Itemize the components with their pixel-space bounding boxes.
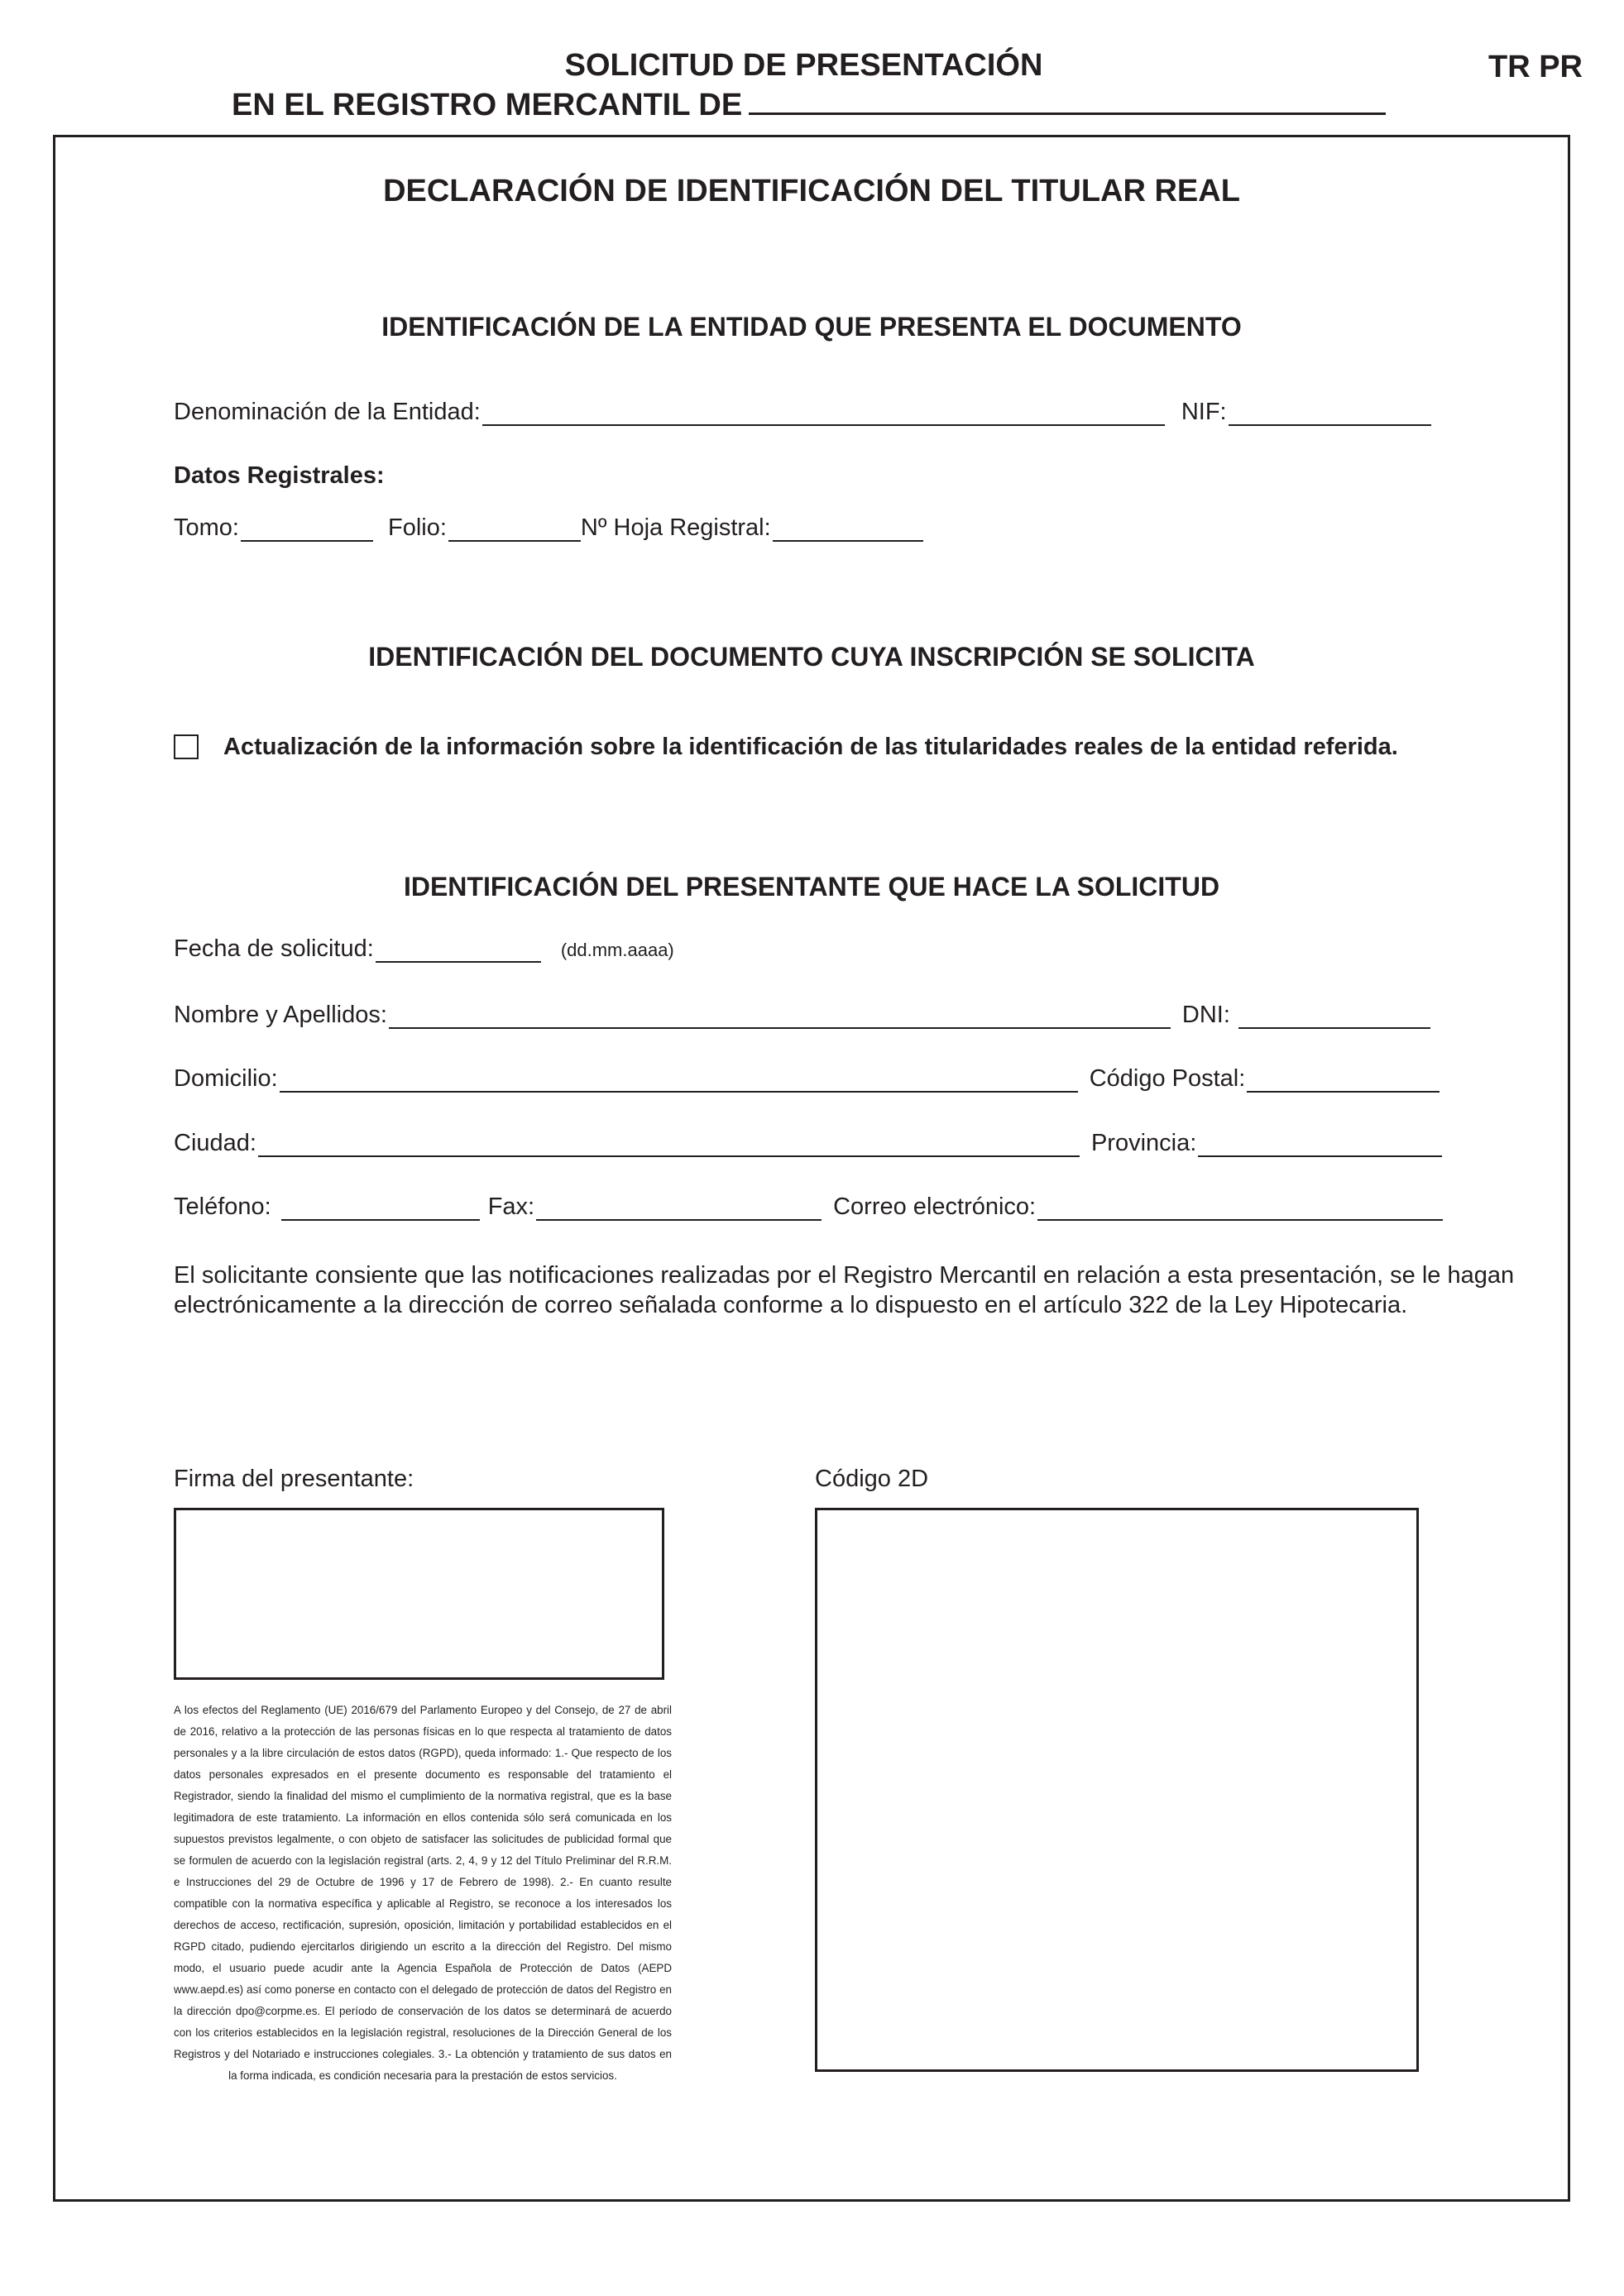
fax-label: Fax: <box>487 1193 535 1220</box>
hoja-field[interactable] <box>773 517 923 542</box>
entity-name-label: Denominación de la Entidad: <box>174 399 481 425</box>
date-label: Fecha de solicitud: <box>174 935 374 962</box>
registry-data-label: Datos Registrales: <box>174 462 385 489</box>
signature-label: Firma del presentante: <box>174 1466 414 1492</box>
form-code: TR PR <box>1488 50 1583 84</box>
dni-label: DNI: <box>1181 1002 1230 1028</box>
nif-field[interactable] <box>1229 401 1431 426</box>
nif-label: NIF: <box>1181 399 1227 425</box>
tomo-field[interactable] <box>241 517 373 542</box>
hoja-label: Nº Hoja Registral: <box>580 514 771 541</box>
phone-label: Teléfono: <box>174 1193 271 1220</box>
entity-name-field[interactable] <box>482 401 1165 426</box>
province-label: Provincia: <box>1090 1130 1197 1156</box>
date-row <box>174 935 674 963</box>
registry-data-row <box>174 514 923 542</box>
date-field[interactable] <box>376 938 541 963</box>
city-label: Ciudad: <box>174 1130 256 1156</box>
presenter-section-heading: IDENTIFICACIÓN DEL PRESENTANTE QUE HACE LA SOLICITUD <box>403 872 1220 902</box>
province-field[interactable] <box>1198 1132 1442 1157</box>
folio-label: Folio: <box>387 514 447 541</box>
email-field[interactable] <box>1037 1196 1443 1221</box>
fax-field[interactable] <box>536 1196 822 1221</box>
postal-code-label: Código Postal: <box>1089 1065 1246 1092</box>
postal-code-field[interactable] <box>1247 1068 1440 1093</box>
address-label: Domicilio: <box>174 1065 278 1092</box>
presenter-name-field[interactable] <box>389 1004 1171 1029</box>
dni-field[interactable] <box>1238 1004 1430 1029</box>
document-section-heading: IDENTIFICACIÓN DEL DOCUMENTO CUYA INSCRIPCIÓN SE SOLICITA <box>368 642 1255 672</box>
email-label: Correo electrónico: <box>833 1193 1037 1220</box>
folio-field[interactable] <box>448 517 581 542</box>
tomo-label: Tomo: <box>174 514 239 541</box>
data-protection-notice: A los efectos del Reglamento (UE) 2016/679 del Parlamento Europeo y del Consejo, de 27 de abril de 2016, relativo a la protección de las personas físicas en lo que respecta al tratamiento de datos personales y a la libre circulación de estos datos (RGPD), queda informado: 1.- Que respecto de los datos personales expresados en el presente documento es responsable del tratamiento el Registrador, siendo la finalidad del mismo el cumplimiento de la normativa registral, que es la base legitimadora de este tratamiento. La información en ellos contenida sólo será comunicada en los supuestos previstos legalmente, o con objeto de satisfacer las solicitudes de publicidad formal que se formulen de acuerdo con la legislación registral (arts. 2, 4, 9 y 12 del Título Preliminar del R.R.M. e Instrucciones del 29 de Octubre de 1996 y 17 de Febrero de 1998). 2.- En cuanto resulte compatible con la normativa específica y aplicable al Registro, se reconoce a los interesados los derechos de acceso, rectificación, supresión, oposición, limitación y portabilidad establecidos en el RGPD citado, pudiendo ejercitarlos dirigiendo un escrito a la dirección del Registro. Del mismo modo, el usuario puede acudir ante la Agencia Española de Protección de Datos (AEPD www.aepd.es) así como ponerse en contacto con el delegado de protección de datos del Registro en la dirección dpo@corpme.es. El período de conservación de los datos se determinará de acuerdo con los criterios establecidos en la legislación registral, resoluciones de la Dirección General de los Registros y del Notariado e instrucciones colegiales. 3.- La obtención y tratamiento de sus datos en la forma indicada, es condición necesaria para la prestación de estos servicios. <box>174 1704 672 2082</box>
entity-section-heading: IDENTIFICACIÓN DE LA ENTIDAD QUE PRESENTA EL DOCUMENTO <box>381 312 1242 342</box>
address-field[interactable] <box>280 1068 1078 1093</box>
presenter-name-label: Nombre y Apellidos: <box>174 1002 387 1028</box>
update-checkbox[interactable] <box>174 734 199 759</box>
entity-name-row <box>174 399 1431 426</box>
header-line-2 <box>232 84 1386 123</box>
update-checkbox-label: Actualización de la información sobre la identificación de las titularidades reales de la entidad referida. <box>223 734 1398 760</box>
header-line-1: SOLICITUD DE PRESENTACIÓN <box>564 48 1043 83</box>
header-line-2-text: EN EL REGISTRO MERCANTIL DE <box>232 88 743 122</box>
consent-paragraph: El solicitante consiente que las notificaciones realizadas por el Registro Mercantil en relación a esta presentación, se le hagan electrónicamente a la dirección de correo señalada conforme a lo dispuesto en el artículo 322 de la Ley Hipotecaria. <box>174 1262 1515 1318</box>
code-2d-label: Código 2D <box>815 1466 929 1492</box>
signature-box[interactable] <box>174 1508 664 1680</box>
date-format-hint: (dd.mm.aaaa) <box>560 940 674 960</box>
form-title: DECLARACIÓN DE IDENTIFICACIÓN DEL TITULAR REAL <box>383 174 1240 208</box>
contact-row <box>174 1193 1443 1221</box>
registry-name-field[interactable] <box>749 84 1386 115</box>
address-row <box>174 1065 1440 1093</box>
name-row <box>174 1002 1430 1029</box>
city-row <box>174 1130 1442 1157</box>
city-field[interactable] <box>258 1132 1080 1157</box>
phone-field[interactable] <box>281 1196 480 1221</box>
code-2d-box <box>815 1508 1419 2072</box>
